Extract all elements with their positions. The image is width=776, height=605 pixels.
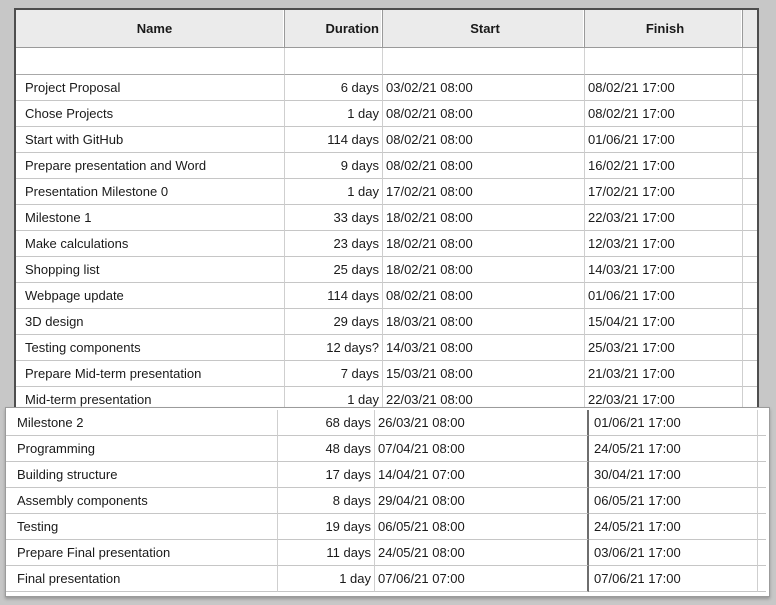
cell-duration[interactable]: 7 days: [285, 361, 383, 387]
cell-finish[interactable]: 15/04/21 17:00: [585, 309, 743, 335]
table-edge-strip: [743, 48, 757, 75]
cell-duration[interactable]: 1 day: [285, 179, 383, 205]
cell-duration[interactable]: 114 days: [285, 127, 383, 153]
cell-task-name[interactable]: Chose Projects: [16, 101, 285, 127]
cell-duration[interactable]: 1 day: [278, 566, 375, 592]
cell-finish[interactable]: 12/03/21 17:00: [585, 231, 743, 257]
table-row[interactable]: [16, 153, 757, 179]
table-edge-strip: [743, 10, 757, 48]
column-header-finish[interactable]: Finish: [585, 10, 743, 48]
table-row[interactable]: [16, 179, 757, 205]
cell-task-name[interactable]: Assembly components: [6, 488, 278, 514]
table-edge-strip: [743, 283, 757, 309]
table-row[interactable]: [16, 205, 757, 231]
cell-task-name[interactable]: Testing: [6, 514, 278, 540]
cell-finish[interactable]: 07/06/21 17:00: [589, 566, 758, 592]
cell-start[interactable]: 18/02/21 08:00: [383, 257, 585, 283]
table-edge-strip: [758, 566, 766, 592]
table-row[interactable]: [16, 75, 757, 101]
table-row[interactable]: [16, 257, 757, 283]
table-row[interactable]: [16, 361, 757, 387]
cell-task-name[interactable]: Make calculations: [16, 231, 285, 257]
table-row[interactable]: [6, 436, 769, 462]
table-row[interactable]: [6, 488, 769, 514]
cell-duration[interactable]: 11 days: [278, 540, 375, 566]
cell-task-name[interactable]: Prepare Mid-term presentation: [16, 361, 285, 387]
cell-start[interactable]: 18/02/21 08:00: [383, 231, 585, 257]
cell-start[interactable]: 08/02/21 08:00: [383, 153, 585, 179]
column-header-duration[interactable]: Duration: [285, 10, 383, 48]
table-edge-strip: [743, 257, 757, 283]
cell-task-name[interactable]: Milestone 2: [6, 410, 278, 436]
cell-finish[interactable]: 24/05/21 17:00: [589, 514, 758, 540]
cell-task-name[interactable]: Start with GitHub: [16, 127, 285, 153]
cell-duration[interactable]: 23 days: [285, 231, 383, 257]
cell-start[interactable]: 26/03/21 08:00: [375, 410, 589, 436]
cell-task-name[interactable]: Testing components: [16, 335, 285, 361]
cell-start[interactable]: 08/02/21 08:00: [383, 127, 585, 153]
cell-duration[interactable]: 17 days: [278, 462, 375, 488]
table-edge-strip: [758, 410, 766, 436]
column-header-start[interactable]: Start: [383, 10, 585, 48]
cell-finish[interactable]: 03/06/21 17:00: [589, 540, 758, 566]
cell-task-name[interactable]: Prepare Final presentation: [6, 540, 278, 566]
cell-duration[interactable]: 12 days?: [285, 335, 383, 361]
cell-duration[interactable]: 1 day: [285, 101, 383, 127]
table-edge-strip: [743, 361, 757, 387]
table-header-row: [16, 10, 757, 48]
cell-start[interactable]: 14/03/21 08:00: [383, 335, 585, 361]
cell-duration[interactable]: 25 days: [285, 257, 383, 283]
table-row[interactable]: [16, 283, 757, 309]
cell-task-name[interactable]: 3D design: [16, 309, 285, 335]
table-row[interactable]: [6, 540, 769, 566]
table-edge-strip: [743, 309, 757, 335]
table-edge-strip: [743, 335, 757, 361]
cell-task-name[interactable]: Shopping list: [16, 257, 285, 283]
cell-finish[interactable]: 08/02/21 17:00: [585, 101, 743, 127]
table-edge-strip: [758, 514, 766, 540]
cell-finish[interactable]: 14/03/21 17:00: [585, 257, 743, 283]
table-edge-strip: [743, 231, 757, 257]
cell-start[interactable]: 07/06/21 07:00: [375, 566, 589, 592]
cell-task-name[interactable]: Presentation Milestone 0: [16, 179, 285, 205]
cell-duration[interactable]: 6 days: [285, 75, 383, 101]
cell-task-name[interactable]: Programming: [6, 436, 278, 462]
cell-finish[interactable]: 01/06/21 17:00: [585, 127, 743, 153]
task-rows-upper: [16, 75, 757, 413]
table-edge-strip: [743, 127, 757, 153]
cell-task-name[interactable]: Milestone 1: [16, 205, 285, 231]
cell-duration[interactable]: 29 days: [285, 309, 383, 335]
cell-task-name[interactable]: Building structure: [6, 462, 278, 488]
cell-duration[interactable]: 114 days: [285, 283, 383, 309]
cell-duration[interactable]: 1 day: [285, 387, 383, 413]
cell-finish[interactable]: 22/03/21 17:00: [585, 205, 743, 231]
cell-duration[interactable]: 48 days: [278, 436, 375, 462]
table-row[interactable]: [16, 231, 757, 257]
table-edge-strip: [743, 75, 757, 101]
table-row[interactable]: [16, 127, 757, 153]
cell-start[interactable]: 07/04/21 08:00: [375, 436, 589, 462]
blank-entry-row: [16, 48, 757, 75]
cell-start[interactable]: 14/04/21 07:00: [375, 462, 589, 488]
task-table-lower: [5, 407, 770, 597]
table-edge-strip: [743, 153, 757, 179]
cell-start[interactable]: 22/03/21 08:00: [383, 387, 585, 413]
task-rows-lower: [6, 410, 769, 592]
table-edge-strip: [743, 205, 757, 231]
cell-finish[interactable]: 24/05/21 17:00: [589, 436, 758, 462]
cell-start[interactable]: 08/02/21 08:00: [383, 101, 585, 127]
table-row[interactable]: [16, 335, 757, 361]
cell-duration[interactable]: 33 days: [285, 205, 383, 231]
cell-start[interactable]: 08/02/21 08:00: [383, 283, 585, 309]
cell-finish[interactable]: 06/05/21 17:00: [589, 488, 758, 514]
cell-task-name[interactable]: Prepare presentation and Word: [16, 153, 285, 179]
cell-finish[interactable]: 16/02/21 17:00: [585, 153, 743, 179]
cell-start[interactable]: 06/05/21 08:00: [375, 514, 589, 540]
table-edge-strip: [743, 101, 757, 127]
table-edge-strip: [758, 488, 766, 514]
table-row[interactable]: [6, 566, 769, 592]
cell-finish[interactable]: 17/02/21 17:00: [585, 179, 743, 205]
cell-task-name[interactable]: Project Proposal: [16, 75, 285, 101]
cell-duration[interactable]: 19 days: [278, 514, 375, 540]
table-edge-strip: [758, 540, 766, 566]
cell-task-name[interactable]: Webpage update: [16, 283, 285, 309]
table-row[interactable]: [16, 101, 757, 127]
cell-finish[interactable]: 08/02/21 17:00: [585, 75, 743, 101]
cell-task-name[interactable]: Mid-term presentation: [16, 387, 285, 413]
blank-cell-duration[interactable]: [285, 48, 383, 75]
cell-finish[interactable]: 21/03/21 17:00: [585, 361, 743, 387]
cell-finish[interactable]: 01/06/21 17:00: [585, 283, 743, 309]
table-edge-strip: [758, 436, 766, 462]
cell-start[interactable]: 18/02/21 08:00: [383, 205, 585, 231]
cell-start[interactable]: 15/03/21 08:00: [383, 361, 585, 387]
cell-start[interactable]: 18/03/21 08:00: [383, 309, 585, 335]
cell-finish[interactable]: 22/03/21 17:00: [585, 387, 743, 413]
cell-finish[interactable]: 30/04/21 17:00: [589, 462, 758, 488]
cell-finish[interactable]: 25/03/21 17:00: [585, 335, 743, 361]
table-edge-strip: [758, 462, 766, 488]
cell-finish[interactable]: 01/06/21 17:00: [589, 410, 758, 436]
column-header-name[interactable]: Name: [16, 10, 285, 48]
cell-duration[interactable]: 68 days: [278, 410, 375, 436]
cell-start[interactable]: 17/02/21 08:00: [383, 179, 585, 205]
table-row[interactable]: [16, 309, 757, 335]
cell-start[interactable]: 24/05/21 08:00: [375, 540, 589, 566]
table-row[interactable]: [6, 462, 769, 488]
blank-cell-start[interactable]: [383, 48, 585, 75]
table-row[interactable]: [6, 514, 769, 540]
blank-cell-finish[interactable]: [585, 48, 743, 75]
cell-duration[interactable]: 8 days: [278, 488, 375, 514]
cell-start[interactable]: 03/02/21 08:00: [383, 75, 585, 101]
cell-duration[interactable]: 9 days: [285, 153, 383, 179]
table-row[interactable]: [6, 410, 769, 436]
task-table-upper: [14, 8, 759, 414]
cell-start[interactable]: 29/04/21 08:00: [375, 488, 589, 514]
cell-task-name[interactable]: Final presentation: [6, 566, 278, 592]
blank-cell-name[interactable]: [16, 48, 285, 75]
table-edge-strip: [743, 179, 757, 205]
